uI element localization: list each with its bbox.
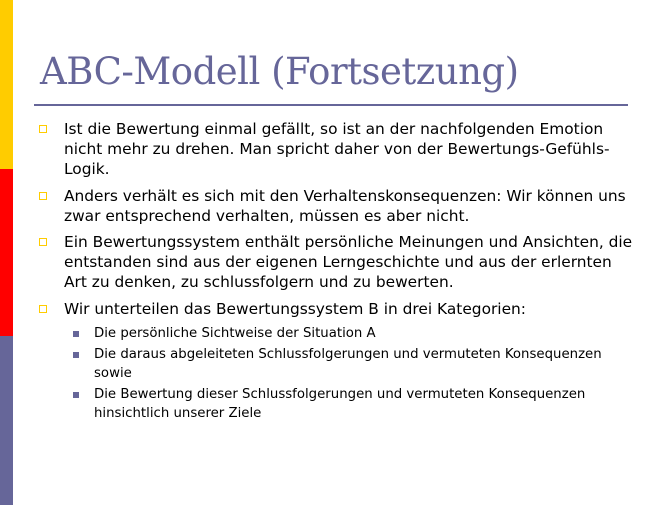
sub-bullet-text: Die daraus abgeleiteten Schlussfolgerungen und vermuteten Konsequenzen sowie — [94, 347, 602, 381]
sub-bullet-list — [38, 325, 638, 424]
bullet-item — [38, 232, 638, 293]
sub-bullet-item — [38, 325, 638, 344]
sub-bullet-item — [38, 346, 638, 383]
slide-content — [38, 119, 638, 426]
hollow-square-bullet-icon — [39, 305, 47, 313]
sub-bullet-item — [38, 386, 638, 423]
slide-title: ABC-Modell (Fortsetzung) — [40, 50, 519, 93]
hollow-square-bullet-icon — [39, 238, 47, 246]
filled-square-bullet-icon — [73, 352, 79, 358]
filled-square-bullet-icon — [73, 331, 79, 337]
bullet-item — [38, 119, 638, 180]
side-bar-red — [0, 169, 13, 336]
side-bar-blue — [0, 336, 13, 505]
side-bar-yellow — [0, 0, 13, 169]
hollow-square-bullet-icon — [39, 192, 47, 200]
bullet-item — [38, 299, 638, 319]
bullet-text: Anders verhält es sich mit den Verhaltenskonsequenzen: Wir können uns zwar entsprechend verhalten, müssen es aber nicht. — [64, 186, 626, 225]
bullet-item — [38, 186, 638, 226]
sub-bullet-text: Die persönliche Sichtweise der Situation A — [94, 325, 376, 341]
title-underline — [34, 104, 628, 106]
bullet-text: Wir unterteilen das Bewertungssystem B in drei Kategorien: — [64, 299, 526, 318]
bullet-text: Ist die Bewertung einmal gefällt, so ist an der nachfolgenden Emotion nicht mehr zu drehen. Man spricht daher von der Bewertungs-Gefühls-Logik. — [64, 120, 610, 179]
sub-bullet-text: Die Bewertung dieser Schlussfolgerungen und vermuteten Konsequenzen hinsichtlich unserer Ziele — [94, 387, 586, 421]
bullet-text: Ein Bewertungssystem enthält persönliche Meinungen und Ansichten, die entstanden sind aus der eigenen Lerngeschichte und aus der erlernten Art zu denken, zu schlussfolgern und zu bewerten. — [64, 233, 633, 292]
filled-square-bullet-icon — [73, 392, 79, 398]
hollow-square-bullet-icon — [39, 125, 47, 133]
